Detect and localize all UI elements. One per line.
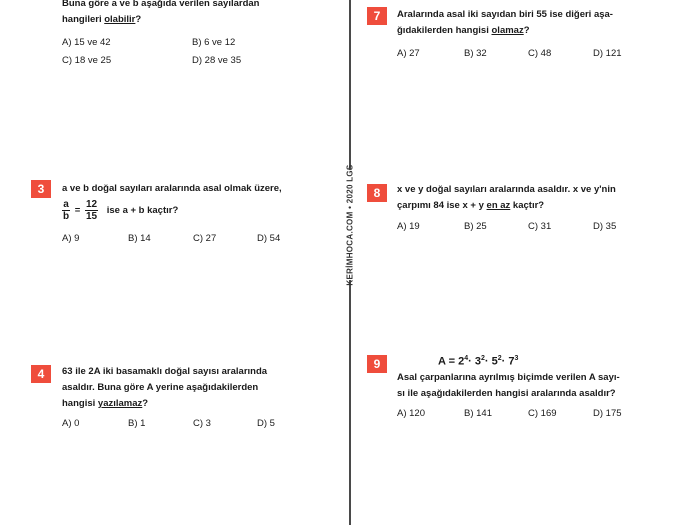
q3-line-1: a ve b doğal sayıları aralarında asal olmak üzere, [62,183,282,194]
q7-option-c[interactable]: C) 48 [528,48,552,59]
q3-option-b[interactable]: B) 14 [128,233,151,244]
q4-option-b[interactable]: B) 1 [128,418,146,429]
q8-option-b[interactable]: B) 25 [464,221,487,232]
q2-line-1: Buna göre a ve b aşağıda verilen sayılardan [62,0,260,9]
q4-option-d[interactable]: D) 5 [257,418,275,429]
question-7-number: 7 [367,7,387,25]
q3-option-d[interactable]: D) 54 [257,233,281,244]
q2-line-2: hangileri olabilir? [62,14,142,25]
q9-option-c[interactable]: C) 169 [528,408,557,419]
q9-expression: $A = 2^4\cdot 3^2\cdot 5^2\cdot 7^3$ [438,355,519,368]
question-8-stem [397,182,616,214]
q8-option-a[interactable]: A) 19 [397,221,420,232]
question-3-number: 3 [31,180,51,198]
q8-line-1: x ve y doğal sayıları aralarında asaldır. x ve y'nin [397,184,616,195]
q8-line-2: çarpımı 84 ise x + y en az kaçtır? [397,200,545,211]
q2-option-a[interactable]: A) 15 ve 42 [62,37,111,48]
q9-line-1: Asal çarpanlarına ayrılmış biçimde verilen A sayı- [397,372,620,383]
q4-line-2: asaldır. Buna göre A yerine aşağıdakilerden [62,382,259,393]
q3-option-a[interactable]: A) 9 [62,233,80,244]
question-9-number: 9 [367,355,387,373]
q8-option-c[interactable]: C) 31 [528,221,552,232]
q4-option-a[interactable]: A) 0 [62,418,80,429]
q4-line-3: hangisi yazılamaz? [62,398,149,409]
side-watermark-text: KERİMHOCA.COM • 2020 LGS [345,164,355,286]
q7-option-d[interactable]: D) 121 [593,48,622,59]
question-9-stem [397,370,620,402]
q9-option-b[interactable]: B) 141 [464,408,492,419]
q9-option-a[interactable]: A) 120 [397,408,425,419]
q7-line-2: ğıdakilerden hangisi olamaz? [397,25,530,36]
question-2-stem [62,0,259,28]
side-watermark [340,164,360,286]
q7-line-1: Aralarında asal iki sayıdan biri 55 ise diğeri aşa- [397,9,613,20]
q2-option-c[interactable]: C) 18 ve 25 [62,55,112,66]
q4-option-c[interactable]: C) 3 [193,418,211,429]
question-7-stem [397,7,613,39]
question-3-stem [62,181,282,222]
question-8-number: 8 [367,184,387,202]
q2-option-b[interactable]: B) 6 ve 12 [192,37,236,48]
q9-line-2: sı ile aşağıdakilerden hangisi aralarında asaldır? [397,388,616,399]
question-4-number: 4 [31,365,51,383]
q8-option-d[interactable]: D) 35 [593,221,617,232]
q3-fraction-12-15: $\frac{12}{15}$ [85,199,98,222]
q3-fraction-ab: $\frac{a}{b}$ [63,199,70,222]
question-4-stem [62,364,267,412]
q4-line-1: 63 ile 2A iki basamaklı doğal sayısı aralarında [62,366,268,377]
q7-option-b[interactable]: B) 32 [464,48,487,59]
q3-option-c[interactable]: C) 27 [193,233,217,244]
q3-line-2: $\frac{a}{b}$ = $\frac{12}{15}$ ise a + b kaçtır? [63,199,179,222]
q7-option-a[interactable]: A) 27 [397,48,420,59]
q9-option-d[interactable]: D) 175 [593,408,622,419]
q2-option-d[interactable]: D) 28 ve 35 [192,55,242,66]
